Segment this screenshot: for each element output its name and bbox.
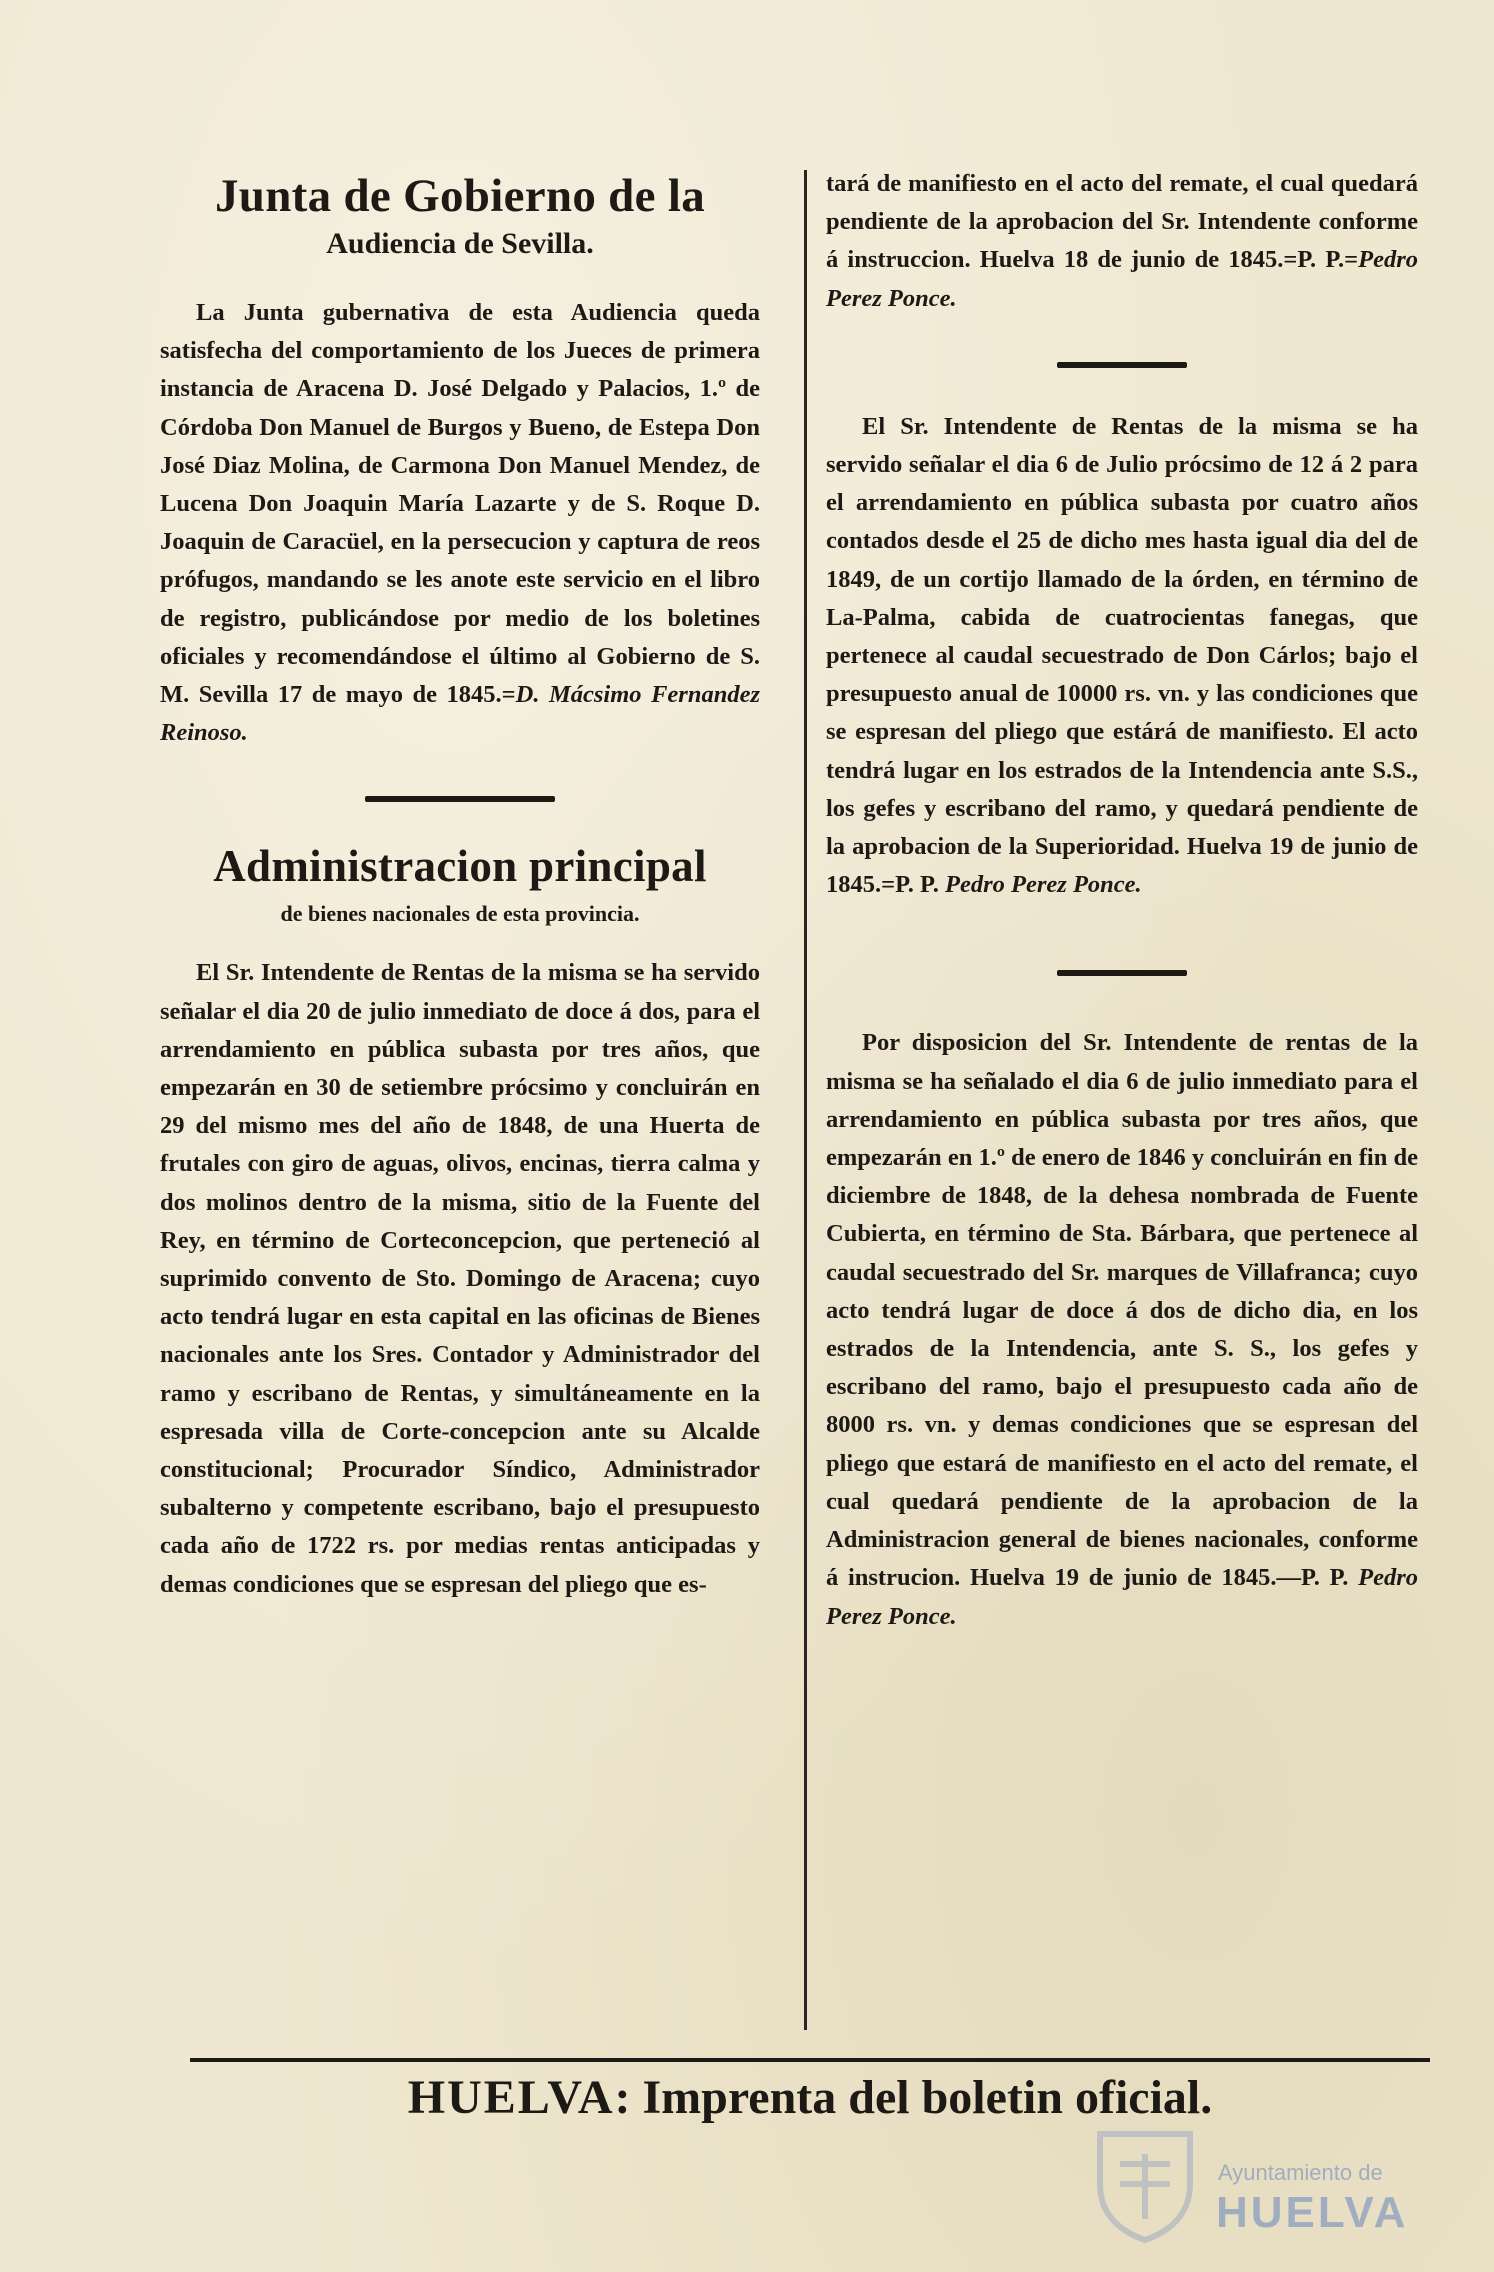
dehesa-notice-paragraph	[826, 1024, 1418, 1635]
column-divider	[804, 170, 807, 2030]
section-subtitle-bienes: de bienes nacionales de esta provincia.	[280, 901, 640, 927]
administracion-notice-paragraph: El Sr. Intendente de Rentas de la misma se ha servido señalar el dia 20 de julio inmediato de doce á dos, para el arrendamiento en pública subasta por tres años, que empezarán en 30 de setiembre prócsimo y concluirán en 29 del mismo mes del año de 1848, de una Huerta de frutales con giro de aguas, olivos, encinas, tierra calma y dos molinos dentro de la misma, sitio de la Fuente del Rey, en término de Corteconcepcion, que perteneció al suprimido convento de Sto. Domingo de Aracena; cuyo acto tendrá lugar en esta capital en las oficinas de Bienes nacionales ante los Sres. Contador y Administrador del ramo y escribano de Rentas, y simultáneamente en la espresada villa de Corte-concepcion ante su Alcalde constitucional; Procurador Síndico, Administrador subalterno y competente escribano, bajo el presupuesto cada año de 1722 rs. por medias rentas anticipadas y demas condiciones que se espresan del pliego que es-	[160, 959, 760, 1598]
section-title-junta: Junta de Gobierno de la	[214, 170, 705, 222]
city-shield-icon	[1090, 2124, 1200, 2244]
cortijo-notice-signature: Pedro Perez Ponce.	[945, 871, 1142, 899]
section-title-administracion: Administracion principal	[213, 841, 707, 892]
printer-imprint	[190, 2066, 1430, 2130]
dehesa-notice-signature: Pedro Perez Ponce.	[826, 1564, 1418, 1630]
cortijo-notice-paragraph	[826, 408, 1418, 905]
continuation-paragraph	[826, 165, 1418, 318]
left-column	[160, 160, 760, 1604]
junta-notice-signature: D. Mácsimo Fernandez Reinoso.	[160, 681, 760, 747]
continuation-signature: Pedro Perez Ponce.	[826, 246, 1418, 312]
watermark-main-text: HUELVA	[1216, 2188, 1409, 2237]
notice-separator	[1057, 970, 1187, 976]
cortijo-notice-body: El Sr. Intendente de Rentas de la misma se ha servido señalar el dia 6 de Julio prócsimo de 12 á 2 para el arrendamiento en pública subasta por cuatro años contados desde el 25 de dicho mes hasta igual dia del de 1849, de un cortijo llamado de la órden, en término de La-Palma, cabida de cuatrocientas fanegas, que pertenece al caudal secuestrado de Don Cárlos; bajo el presupuesto anual de 10000 rs. vn. y las condiciones que se espresan del pliego que estárá de manifiesto. El acto tendrá lugar en los estrados de la Intendencia ante S.S., los gefes y escribano del ramo, y quedará pendiente de la aprobacion de la Superioridad. Huelva 19 de junio de 1845.=P. P.	[826, 412, 1418, 899]
section-separator	[365, 796, 555, 802]
watermark-top-text: Ayuntamiento de	[1218, 2160, 1383, 2185]
right-column	[826, 165, 1418, 1636]
notice-separator	[1057, 362, 1187, 368]
section-subtitle-audiencia: Audiencia de Sevilla.	[326, 227, 594, 260]
junta-notice-body: La Junta gubernativa de esta Audiencia queda satisfecha del comportamiento de los Jueces de primera instancia de Aracena D. José Delgado y Palacios, 1.º de Córdoba Don Manuel de Burgos y Bueno, de Estepa Don José Diaz Molina, de Carmona Don Manuel Mendez, de Lucena Don Joaquin María Lazarte y de S. Roque D. Joaquin de Caracüel, en la persecucion y captura de reos prófugos, mandando se les anote este servicio en el libro de registro, publicándose por medio de los boletines oficiales y recomendándose el último al Gobierno de S. M. Sevilla 17 de mayo de 1845.=	[160, 299, 760, 709]
dehesa-notice-body: Por disposicion del Sr. Intendente de rentas de la misma se ha señalado el dia 6 de julio inmediato para el arrendamiento en pública subasta por tres años, que empezarán en 1.º de enero de 1846 y concluirán en fin de diciembre de 1848, de la dehesa nombrada de Fuente Cubierta, en término de Sta. Bárbara, que pertenece al caudal secuestrado del Sr. marques de Villafranca; cuyo acto tendrá lugar de doce á dos de dicho dia, en los estrados de la Intendencia, ante S. S., los gefes y escribano del ramo, bajo el presupuesto cada año de 8000 rs. vn. y demas condiciones que se espresan del pliego que estará de manifiesto en el acto del remate, el cual quedará pendiente de la aprobacion de la Administracion general de bienes nacionales, conforme á instrucion. Huelva 19 de junio de 1845.—P. P.	[826, 1029, 1418, 1592]
imprint-place: HUELVA	[407, 2071, 615, 2124]
continuation-body: tará de manifiesto en el acto del remate, el cual quedará pendiente de la aprobacion del Sr. Intendente conforme á instruccion. Huelva 18 de junio de 1845.=P. P.=	[826, 170, 1418, 274]
footer-rule	[190, 2058, 1430, 2062]
junta-notice-paragraph	[160, 294, 760, 752]
imprint-text: : Imprenta del boletin oficial.	[614, 2071, 1213, 2124]
